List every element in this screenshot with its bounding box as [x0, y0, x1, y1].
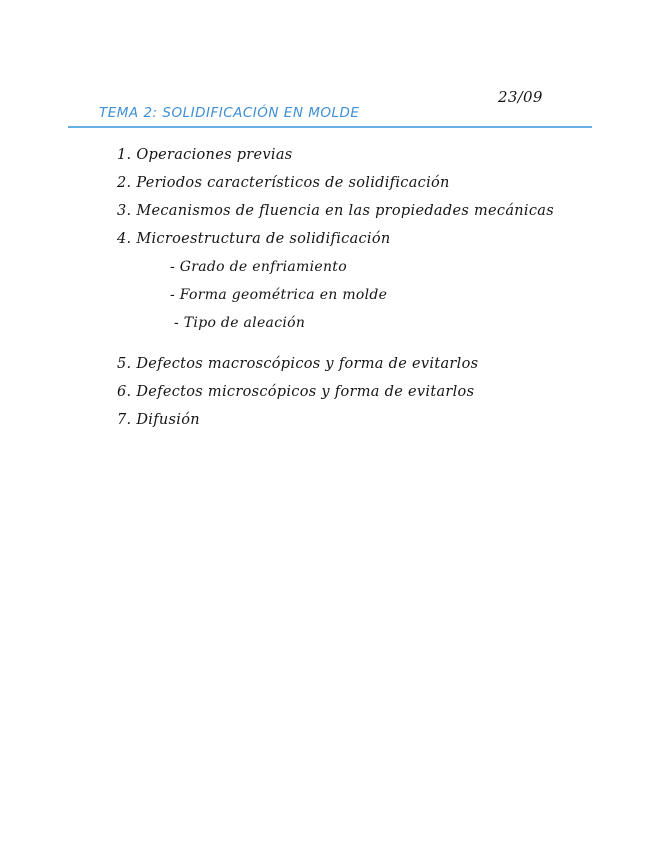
list-item-defectos-macro: 5. Defectos macroscópicos y forma de evitarlos — [117, 356, 479, 372]
title-underline — [68, 126, 592, 128]
note-title: TEMA 2: SOLIDIFICACIÓN EN MOLDE — [99, 105, 360, 121]
subitem-grado: - Grado de enfriamiento — [170, 259, 347, 275]
list-item-periodos: 2. Periodos característicos de solidificación — [117, 175, 450, 191]
list-item-difusion: 7. Difusión — [117, 412, 200, 428]
list-item-defectos-micro: 6. Defectos microscópicos y forma de evitarlos — [117, 384, 475, 400]
list-item-mecanismos: 3. Mecanismos de fluencia en las propiedades mecánicas — [117, 203, 554, 219]
subitem-tipo: - Tipo de aleación — [174, 315, 306, 331]
list-item-operaciones: 1. Operaciones previas — [117, 147, 293, 163]
note-date: 23/09 — [498, 88, 543, 106]
subitem-forma: - Forma geométrica en molde — [170, 287, 388, 303]
list-item-microestructura: 4. Microestructura de solidificación — [117, 231, 391, 247]
